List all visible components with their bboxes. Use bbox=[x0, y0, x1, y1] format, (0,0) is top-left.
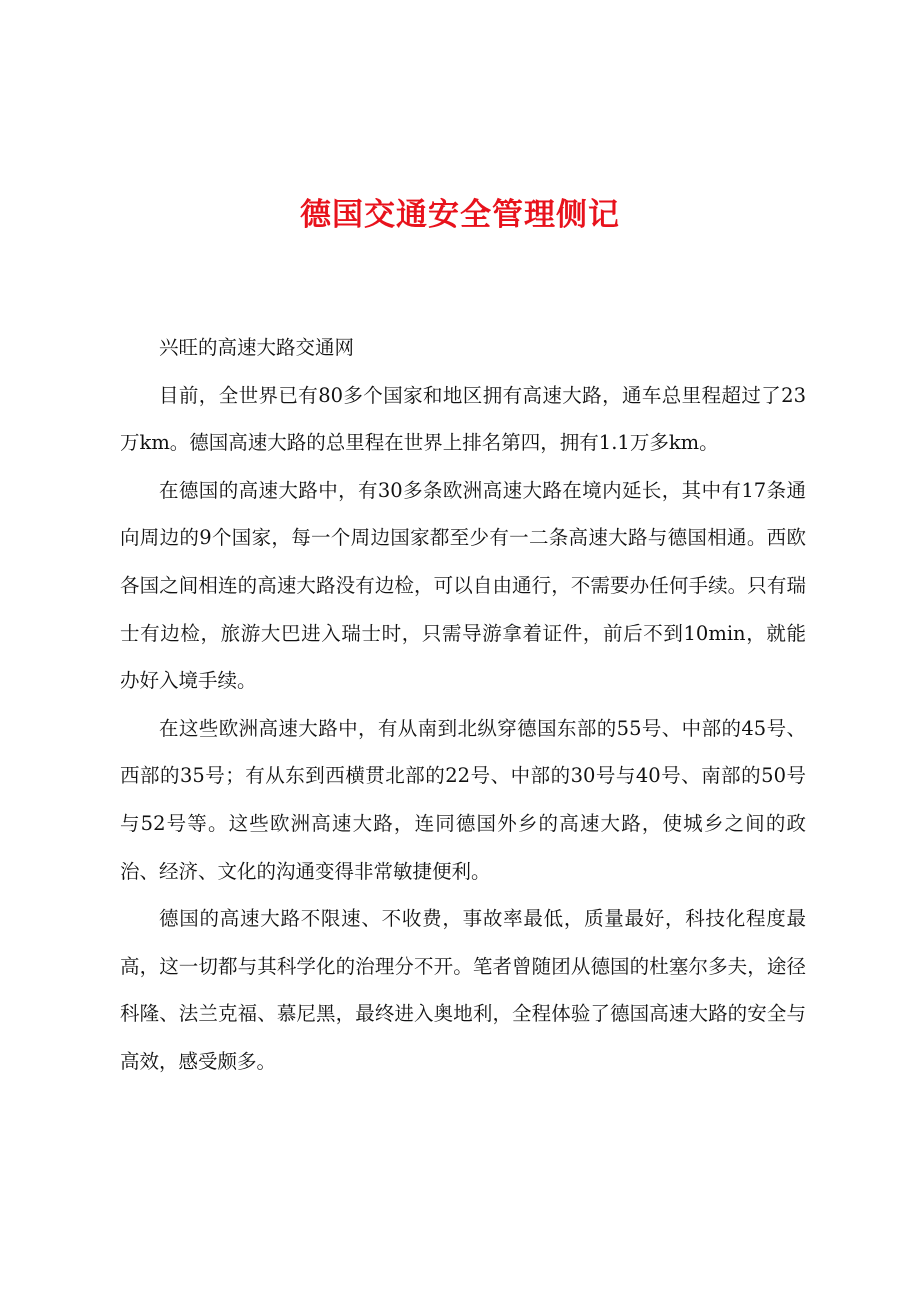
document-title: 德国交通安全管理侧记 bbox=[300, 197, 620, 233]
paragraph-2: 在德国的高速大路中，有30多条欧洲高速大路在境内延长，其中有17条通向周边的9个国家，每一个周边国家都至少有一二条高速大路与德国相通。西欧各国之间相连的高速大路没有边检，可以自由通行，不需要办任何手续。只有瑞士有边检，旅游大巴进入瑞士时，只需导游拿着证件，前后不到10min，就能办好入境手续。 bbox=[120, 478, 806, 693]
paragraph-3: 在这些欧洲高速大路中，有从南到北纵穿德国东部的55号、中部的45号、西部的35号；有从东到西横贯北部的22号、中部的30号与40号、南部的50号与52号等。这些欧洲高速大路，连同德国外乡的高速大路，使城乡之间的政治、经济、文化的沟通变得非常敏捷便利。 bbox=[120, 716, 806, 883]
document-body bbox=[120, 324, 806, 1086]
section-heading: 兴旺的高速大路交通网 bbox=[159, 336, 355, 359]
paragraph-1: 目前，全世界已有80多个国家和地区拥有高速大路，通车总里程超过了23万km。德国高速大路的总里程在世界上排名第四，拥有1.1万多km。 bbox=[120, 383, 806, 455]
paragraph-4: 德国的高速大路不限速、不收费，事故率最低，质量最好，科技化程度最高，这一切都与其科学化的治理分不开。笔者曾随团从德国的杜塞尔多夫，途径科隆、法兰克福、慕尼黑，最终进入奥地利，全程体验了德国高速大路的安全与高效，感受颇多。 bbox=[120, 907, 806, 1073]
